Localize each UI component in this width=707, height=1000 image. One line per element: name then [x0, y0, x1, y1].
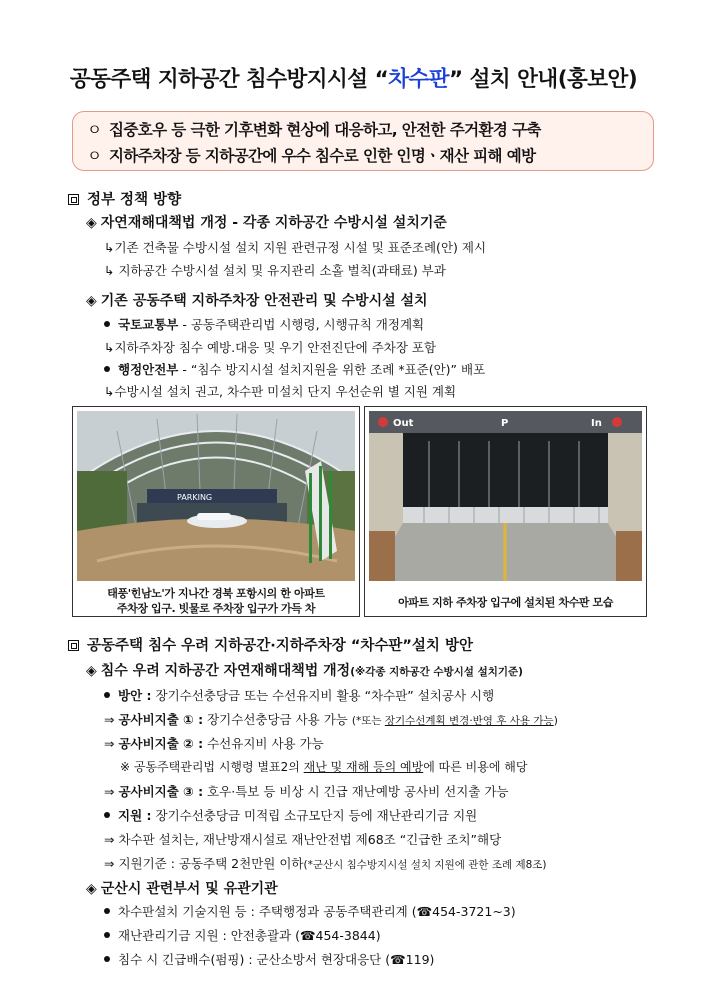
section2-sub2-heading: ◈ 군산시 관련부서 및 유관기관 [86, 881, 278, 897]
contact-item: 차수판설치 기술지원 등 : 주택행정과 공동주택관리계 (☎454-3721~3) [104, 902, 516, 920]
summary-bullet: ㅇ [87, 121, 102, 139]
diamond-icon: ◈ [86, 215, 97, 231]
contact-item: 재난관리기금 지원 : 안전총괄과 (☎454-3844) [104, 926, 381, 944]
flooded-parking-photo [77, 411, 355, 581]
p-sign-text: P [501, 418, 509, 429]
arrow-right-icon: ⇒ [104, 736, 119, 751]
flood-barrier-photo [369, 411, 642, 581]
mois-sub-line: ↳수방시설 설치 권고, 차수판 미설치 단지 우선순위 별 지원 계획 [104, 384, 457, 399]
diamond-icon: ◈ [86, 663, 97, 679]
in-sign-text: In [591, 418, 602, 429]
section1-sub1-line: ↳ 지하공간 수방시설 설치 및 유지관리 소홀 벌칙(과태료) 부과 [104, 263, 446, 278]
section1-sub2-heading: ◈ 기존 공동주택 지하주차장 안전관리 및 수방시설 설치 [86, 293, 428, 309]
expense1-line: ⇒ 공사비지출 ① : 장기수선충당금 사용 가능 (*또는 장기수선계획 변경·반영 후 사용 가능) [104, 712, 558, 727]
parking-sign-text: PARKING [177, 493, 213, 502]
page-title [0, 62, 707, 93]
emergency-measure-line: ⇒ 차수판 설치는, 재난방재시설로 재난안전법 제68조 “긴급한 조치”해당 [104, 832, 502, 847]
title-after: ” 설치 안내(홍보안) [449, 67, 638, 92]
support-line: 지원 : 장기수선충당금 미적립 소규모단지 등에 재난관리기금 지원 [104, 806, 477, 824]
molit-sub-line: ↳지하주차장 침수 예방.대응 및 우기 안전진단에 주차장 포함 [104, 340, 437, 355]
summary-box [72, 111, 654, 171]
flooded-parking-photo-panel [72, 406, 360, 617]
checkbox-square-icon [68, 640, 79, 651]
section2-heading: 공동주택 침수 우려 지하공간·지하주차장 “차수판”설치 방안 [68, 634, 473, 655]
section1-sub1-heading: ◈ 자연재해대책법 개정 - 각종 지하공간 수방시설 설치기준 [86, 215, 447, 231]
contact-item: 침수 시 긴급배수(펌핑) : 군산소방서 현장대응단 (☎119) [104, 950, 434, 968]
diamond-icon: ◈ [86, 293, 97, 309]
right-photo-caption: 아파트 지하 주차장 입구에 설치된 차수판 모습 [398, 596, 613, 609]
mois-line: 행정안전부 - “침수 방지시설 설치지원을 위한 조례 *표준(안)” 배포 [104, 360, 485, 378]
arrow-right-icon: ⇒ [104, 832, 119, 847]
left-photo-caption: 태풍'힌남노'가 지나간 경북 포항시의 한 아파트 주차장 입구. 빗물로 주차장 입구가 가득 차 [107, 587, 325, 615]
expense2-line: ⇒ 공사비지출 ② : 수선유지비 사용 가능 [104, 736, 324, 751]
summary-item: ㅇ 집중호우 등 극한 기후변화 현상에 대응하고, 안전한 주거환경 구축 [87, 117, 643, 143]
plan-line: 방안 : 장기수선충당금 또는 수선유지비 활용 “차수판” 설치공사 시행 [104, 686, 494, 704]
arrow-right-icon: ⇒ [104, 784, 119, 799]
bullet-dot-icon [104, 812, 110, 818]
checkbox-square-icon [68, 194, 79, 205]
title-before: 공동주택 지하공간 침수방지시설 “ [69, 67, 389, 92]
diamond-icon: ◈ [86, 881, 97, 897]
summary-bullet: ㅇ [87, 147, 102, 165]
bullet-dot-icon [104, 366, 110, 372]
bullet-dot-icon [104, 692, 110, 698]
bullet-dot-icon [104, 932, 110, 938]
section1-sub1-line: ↳기존 건축물 수방시설 설치 지원 관련규정 시설 및 표준조례(안) 제시 [104, 240, 487, 255]
title-highlight: 차수판 [388, 67, 450, 92]
molit-line: 국토교통부 - 공동주택관리법 시행령, 시행규칙 개정계획 [104, 315, 424, 333]
section2-sub1-heading: ◈ 침수 우려 지하공간 자연재해대책법 개정(※각종 지하공간 수방시설 설치기준) [86, 663, 523, 679]
arrow-right-icon: ⇒ [104, 856, 119, 871]
flood-barrier-photo-panel [364, 406, 647, 617]
summary-item: ㅇ 지하주차장 등 지하공간에 우수 침수로 인한 인명ㆍ재산 피해 예방 [87, 143, 643, 169]
bullet-dot-icon [104, 956, 110, 962]
out-sign-text: Out [393, 418, 414, 429]
expense3-line: ⇒ 공사비지출 ③ : 호우·특보 등 비상 시 긴급 재난예방 공사비 선지출 가능 [104, 784, 509, 799]
law-note-line: ※ 공동주택관리법 시행령 별표2의 재난 및 재해 등의 예방에 따른 비용에 해당 [120, 760, 528, 774]
support-criteria-line: ⇒ 지원기준 : 공동주택 2천만원 이하(*군산시 침수방지시설 설치 지원에 관한 조례 제8조) [104, 856, 547, 871]
arrow-right-icon: ⇒ [104, 712, 119, 727]
bullet-dot-icon [104, 321, 110, 327]
bullet-dot-icon [104, 908, 110, 914]
section1-heading: 정부 정책 방향 [68, 188, 181, 209]
